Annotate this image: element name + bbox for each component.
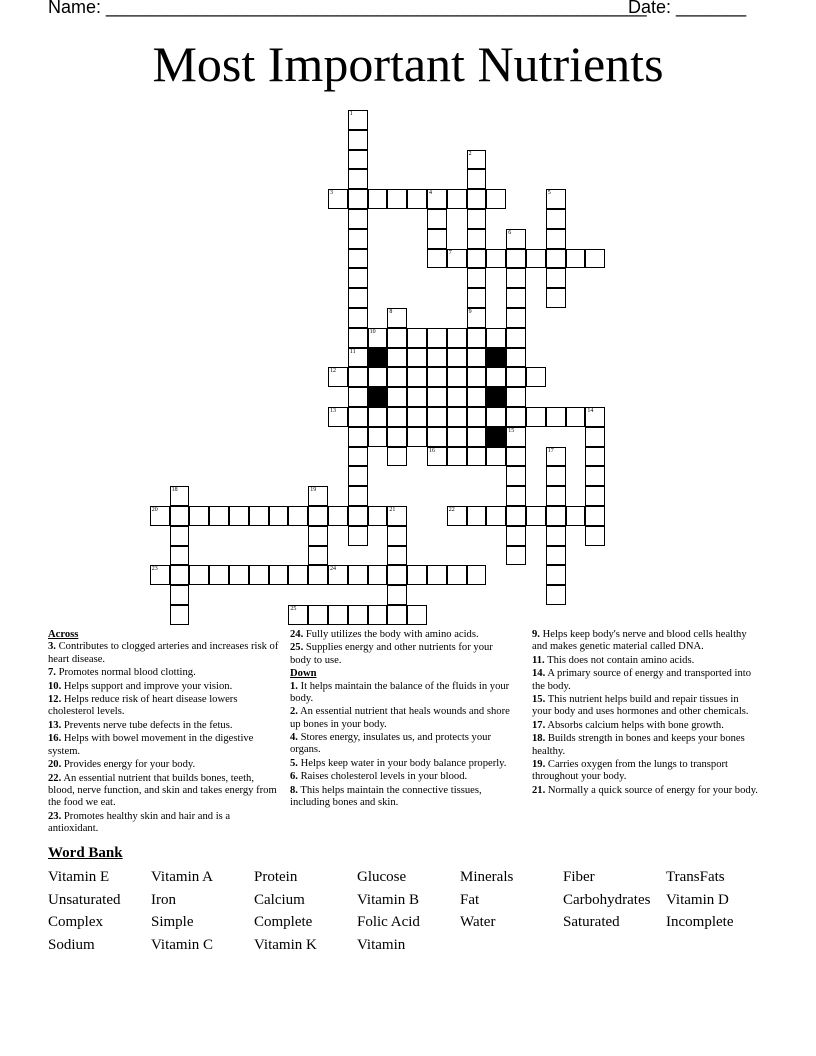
- grid-cell[interactable]: [249, 506, 269, 526]
- clue-number: 20: [151, 507, 158, 513]
- name-field[interactable]: Name: ______________________________________________________: [48, 0, 647, 17]
- grid-cell[interactable]: [170, 486, 190, 506]
- grid-cell[interactable]: [506, 486, 526, 506]
- grid-cell[interactable]: [447, 328, 467, 348]
- word-bank: [48, 866, 788, 956]
- clues-column-1: [48, 629, 282, 836]
- word-bank-item: Calcium: [254, 891, 305, 908]
- clue-down-11: 11. This does not contain amino acids.: [532, 654, 695, 666]
- word-bank-item: Simple: [151, 914, 194, 931]
- grid-cell[interactable]: [585, 486, 605, 506]
- grid-cell[interactable]: [427, 348, 447, 368]
- grid-cell[interactable]: [546, 288, 566, 308]
- grid-cell[interactable]: [387, 367, 407, 387]
- grid-cell[interactable]: [546, 407, 566, 427]
- clue-number: 22: [448, 507, 455, 513]
- clue-across-10: 10. Helps support and improve your vision.: [48, 680, 233, 692]
- grid-cell[interactable]: [506, 526, 526, 546]
- clue-across-22: 22. An essential nutrient that builds bones, teeth, blood, nerve function, and skin and takes energy from the food we eat.: [48, 772, 277, 809]
- clue-down-17: 17. Absorbs calcium helps with bone growth.: [532, 719, 724, 731]
- clue-down-14: 14. A primary source of energy and transported into the body.: [532, 668, 752, 692]
- grid-cell[interactable]: [486, 328, 506, 348]
- grid-cell[interactable]: [546, 268, 566, 288]
- grid-cell[interactable]: [566, 407, 586, 427]
- grid-cell[interactable]: [546, 209, 566, 229]
- grid-cell[interactable]: [407, 407, 427, 427]
- word-bank-item: Minerals: [460, 869, 514, 885]
- grid-cell[interactable]: [348, 565, 368, 585]
- grid-cell[interactable]: [526, 506, 546, 526]
- grid-cell[interactable]: [348, 526, 368, 546]
- clue-down-19: 19. Carries oxygen from the lungs to transport throughout your body.: [532, 759, 728, 783]
- grid-cell[interactable]: [506, 268, 526, 288]
- grid-cell[interactable]: [427, 249, 447, 269]
- clues-column-2: [290, 629, 516, 811]
- clue-down-1: 1. It helps maintain the balance of the fluids in your body.: [290, 680, 510, 704]
- clue-number: 19: [310, 487, 317, 494]
- word-bank-item: Glucose: [357, 869, 407, 885]
- grid-cell[interactable]: [170, 526, 190, 546]
- grid-cell[interactable]: [585, 447, 605, 467]
- grid-cell[interactable]: [249, 565, 269, 585]
- grid-cell[interactable]: [447, 367, 467, 387]
- clue-down-2: 2. An essential nutrient that heals wounds and shore up bones in your body.: [290, 706, 510, 730]
- grid-cell[interactable]: [467, 367, 487, 387]
- grid-cell[interactable]: [328, 605, 348, 625]
- word-bank-item: Unsaturated: [48, 891, 121, 908]
- block-cell: [486, 387, 506, 407]
- grid-cell[interactable]: [585, 407, 605, 427]
- word-bank-item: Fat: [460, 891, 480, 908]
- grid-cell[interactable]: [427, 407, 447, 427]
- grid-cell[interactable]: [546, 447, 566, 467]
- grid-cell[interactable]: [506, 348, 526, 368]
- grid-cell[interactable]: [407, 367, 427, 387]
- grid-cell[interactable]: [229, 565, 249, 585]
- grid-cell[interactable]: [526, 407, 546, 427]
- date-field[interactable]: Date: _______: [628, 0, 747, 17]
- word-bank-item: Carbohydrates: [563, 891, 651, 908]
- grid-cell[interactable]: [506, 249, 526, 269]
- grid-cell[interactable]: [427, 565, 447, 585]
- grid-cell[interactable]: [348, 486, 368, 506]
- word-bank-item: Saturated: [563, 914, 620, 931]
- grid-cell[interactable]: [506, 328, 526, 348]
- grid-cell[interactable]: [585, 427, 605, 447]
- grid-cell[interactable]: [348, 288, 368, 308]
- word-bank-item: Vitamin D: [666, 891, 729, 908]
- grid-cell[interactable]: [546, 189, 566, 209]
- grid-cell[interactable]: [170, 546, 190, 566]
- grid-cell[interactable]: [209, 506, 229, 526]
- grid-cell[interactable]: [387, 189, 407, 209]
- grid-cell[interactable]: [467, 407, 487, 427]
- clue-down-4: 4. Stores energy, insulates us, and protects your organs.: [290, 732, 491, 756]
- grid-cell[interactable]: [467, 308, 487, 328]
- grid-cell[interactable]: [189, 506, 209, 526]
- grid-cell[interactable]: [546, 526, 566, 546]
- clue-number: 6: [508, 229, 512, 236]
- grid-cell[interactable]: [328, 407, 348, 427]
- grid-cell[interactable]: [288, 565, 308, 585]
- clue-down-6: 6. Raises cholesterol levels in your blood.: [290, 771, 468, 783]
- grid-cell[interactable]: [506, 229, 526, 249]
- grid-cell[interactable]: [368, 367, 388, 387]
- grid-cell[interactable]: [447, 249, 467, 269]
- clue-across-25: 25. Supplies energy and other nutrients for your body to use.: [290, 642, 493, 666]
- clue-number: 10: [369, 328, 376, 335]
- grid-cell[interactable]: [467, 249, 487, 269]
- grid-cell[interactable]: [427, 447, 447, 467]
- clue-number: 3: [330, 190, 333, 197]
- clue-number: 14: [587, 408, 594, 414]
- word-bank-item: Fiber: [563, 869, 595, 885]
- clue-number: 24: [330, 566, 336, 573]
- grid-cell[interactable]: [506, 447, 526, 467]
- grid-cell[interactable]: [328, 367, 348, 387]
- grid-cell[interactable]: [348, 466, 368, 486]
- word-bank-item: Protein: [254, 869, 298, 885]
- block-cell: [368, 348, 388, 368]
- grid-cell[interactable]: [546, 506, 566, 526]
- word-bank-item: Incomplete: [666, 914, 734, 931]
- grid-cell[interactable]: [348, 169, 368, 189]
- word-bank-item: Complete: [254, 914, 313, 931]
- grid-cell[interactable]: [189, 565, 209, 585]
- grid-cell[interactable]: [387, 308, 407, 328]
- grid-cell[interactable]: [427, 367, 447, 387]
- grid-cell[interactable]: [269, 565, 289, 585]
- clue-number: 4: [429, 190, 432, 197]
- grid-cell[interactable]: [407, 328, 427, 348]
- grid-cell[interactable]: [467, 169, 487, 189]
- grid-cell[interactable]: [427, 427, 447, 447]
- clue-number: 5: [547, 190, 551, 197]
- grid-cell[interactable]: [269, 506, 289, 526]
- grid-cell[interactable]: [150, 565, 170, 585]
- grid-cell[interactable]: [467, 387, 487, 407]
- grid-cell[interactable]: [467, 288, 487, 308]
- grid-cell[interactable]: [506, 466, 526, 486]
- grid-cell[interactable]: [387, 526, 407, 546]
- grid-cell[interactable]: [427, 229, 447, 249]
- grid-cell[interactable]: [387, 447, 407, 467]
- word-bank-title: Word Bank: [48, 845, 123, 861]
- grid-cell[interactable]: [150, 506, 170, 526]
- grid-cell[interactable]: [348, 367, 368, 387]
- clue-across-20: 20. Provides energy for your body.: [48, 759, 196, 771]
- block-cell: [368, 387, 388, 407]
- grid-cell[interactable]: [447, 427, 467, 447]
- grid-cell[interactable]: [209, 565, 229, 585]
- grid-cell[interactable]: [348, 427, 368, 447]
- grid-cell[interactable]: [368, 506, 388, 526]
- grid-cell[interactable]: [387, 328, 407, 348]
- grid-cell[interactable]: [328, 506, 348, 526]
- grid-cell[interactable]: [506, 367, 526, 387]
- grid-cell[interactable]: [308, 506, 328, 526]
- grid-cell[interactable]: [368, 407, 388, 427]
- clue-number: 23: [151, 566, 158, 573]
- clue-number: 11: [349, 348, 356, 355]
- grid-cell[interactable]: [407, 605, 427, 625]
- grid-cell[interactable]: [348, 328, 368, 348]
- grid-cell[interactable]: [170, 506, 190, 526]
- grid-cell[interactable]: [467, 209, 487, 229]
- clue-across-7: 7. Promotes normal blood clotting.: [48, 667, 196, 679]
- grid-cell[interactable]: [467, 328, 487, 348]
- grid-cell[interactable]: [407, 189, 427, 209]
- clue-across-24: 24. Fully utilizes the body with amino acids.: [290, 629, 479, 640]
- grid-cell[interactable]: [427, 328, 447, 348]
- clue-number: 18: [171, 487, 178, 494]
- clue-number: 9: [468, 309, 472, 315]
- grid-cell[interactable]: [486, 189, 506, 209]
- grid-cell[interactable]: [348, 189, 368, 209]
- clue-across-16: 16. Helps with bowel movement in the digestive system.: [48, 733, 254, 757]
- word-bank-item: Complex: [48, 914, 103, 931]
- clue-across-12: 12. Helps reduce risk of heart disease lowers cholesterol levels.: [48, 694, 238, 718]
- grid-cell[interactable]: [170, 605, 190, 625]
- word-bank-item: Vitamin B: [357, 891, 420, 908]
- grid-cell[interactable]: [447, 189, 467, 209]
- grid-cell[interactable]: [308, 526, 328, 546]
- grid-cell[interactable]: [348, 249, 368, 269]
- grid-cell[interactable]: [585, 506, 605, 526]
- grid-cell[interactable]: [546, 565, 566, 585]
- page-title: Most Important Nutrients: [152, 36, 664, 92]
- clue-down-9: 9. Helps keep body's nerve and blood cells healthy and makes genetic material called DNA.: [532, 629, 747, 653]
- grid-cell[interactable]: [467, 447, 487, 467]
- grid-cell[interactable]: [427, 387, 447, 407]
- down-heading: Down: [290, 668, 317, 680]
- grid-cell[interactable]: [447, 565, 467, 585]
- grid-cell[interactable]: [308, 486, 328, 506]
- grid-cell[interactable]: [486, 506, 506, 526]
- grid-cell[interactable]: [387, 407, 407, 427]
- grid-cell[interactable]: [447, 387, 467, 407]
- clue-number: 2: [468, 150, 472, 157]
- grid-cell[interactable]: [467, 189, 487, 209]
- grid-cell[interactable]: [506, 427, 526, 447]
- grid-cell[interactable]: [387, 427, 407, 447]
- grid-cell[interactable]: [308, 565, 328, 585]
- grid-cell[interactable]: [348, 150, 368, 170]
- grid-cell[interactable]: [407, 565, 427, 585]
- grid-cell[interactable]: [387, 387, 407, 407]
- grid-cell[interactable]: [506, 506, 526, 526]
- grid-cell[interactable]: [447, 407, 467, 427]
- clue-number: 15: [508, 427, 515, 434]
- grid-cell[interactable]: [486, 407, 506, 427]
- grid-cell[interactable]: [308, 546, 328, 566]
- grid-cell[interactable]: [585, 249, 605, 269]
- grid-cell[interactable]: [506, 308, 526, 328]
- clue-across-13: 13. Prevents nerve tube defects in the fetus.: [48, 719, 233, 731]
- grid-cell[interactable]: [486, 367, 506, 387]
- grid-cell[interactable]: [566, 506, 586, 526]
- grid-cell[interactable]: [387, 348, 407, 368]
- word-bank-item: Vitamin K: [254, 936, 317, 953]
- word-bank-item: Sodium: [48, 936, 95, 953]
- grid-cell[interactable]: [348, 209, 368, 229]
- grid-cell[interactable]: [506, 288, 526, 308]
- word-bank-item: Vitamin C: [151, 936, 214, 953]
- grid-cell[interactable]: [348, 130, 368, 150]
- grid-cell[interactable]: [288, 605, 308, 625]
- grid-cell[interactable]: [387, 546, 407, 566]
- clue-down-5: 5. Helps keep water in your body balance properly.: [290, 757, 507, 769]
- word-bank-item: Folic Acid: [357, 914, 420, 931]
- clue-down-18: 18. Builds strength in bones and keeps your bones healthy.: [532, 733, 745, 757]
- grid-cell[interactable]: [348, 268, 368, 288]
- clue-down-8: 8. This helps maintain the connective tissues, including bones and skin.: [290, 784, 482, 809]
- grid-cell[interactable]: [467, 427, 487, 447]
- grid-cell[interactable]: [585, 526, 605, 546]
- grid-cell[interactable]: [170, 585, 190, 605]
- clue-number: 1: [349, 111, 353, 117]
- grid-cell[interactable]: [387, 585, 407, 605]
- block-cell: [486, 348, 506, 368]
- grid-cell[interactable]: [467, 506, 487, 526]
- grid-cell[interactable]: [546, 546, 566, 566]
- grid-cell[interactable]: [486, 249, 506, 269]
- grid-cell[interactable]: [467, 348, 487, 368]
- word-bank-item: Vitamin E: [48, 869, 110, 885]
- grid-cell[interactable]: [368, 565, 388, 585]
- grid-cell[interactable]: [407, 387, 427, 407]
- grid-cell[interactable]: [308, 605, 328, 625]
- across-heading: Across: [48, 629, 79, 640]
- grid-cell[interactable]: [467, 268, 487, 288]
- block-cell: [486, 427, 506, 447]
- grid-cell[interactable]: [348, 308, 368, 328]
- grid-cell[interactable]: [486, 447, 506, 467]
- clue-down-15: 15. This nutrient helps build and repair tissues in your body and uses hormones and other chemicals.: [532, 694, 749, 718]
- clue-across-23: 23. Promotes healthy skin and hair and is a antioxidant.: [48, 810, 231, 834]
- clue-number: 13: [330, 408, 336, 414]
- grid-cell[interactable]: [387, 506, 407, 526]
- grid-cell[interactable]: [506, 546, 526, 566]
- grid-cell[interactable]: [506, 387, 526, 407]
- grid-cell[interactable]: [467, 229, 487, 249]
- word-bank-item: Vitamin: [357, 936, 406, 953]
- grid-cell[interactable]: [447, 348, 467, 368]
- clue-number: 16: [429, 447, 435, 454]
- grid-cell[interactable]: [566, 249, 586, 269]
- grid-cell[interactable]: [229, 506, 249, 526]
- grid-cell[interactable]: [387, 605, 407, 625]
- grid-cell[interactable]: [546, 585, 566, 605]
- grid-cell[interactable]: [427, 189, 447, 209]
- clue-number: 17: [547, 447, 554, 454]
- grid-cell[interactable]: [170, 565, 190, 585]
- grid-cell[interactable]: [546, 486, 566, 506]
- grid-cell[interactable]: [387, 565, 407, 585]
- grid-cell[interactable]: [546, 229, 566, 249]
- clue-across-3: 3. Contributes to clogged arteries and increases risk of heart disease.: [48, 641, 279, 665]
- clues-column-3: [532, 629, 758, 798]
- grid-cell[interactable]: [328, 565, 348, 585]
- grid-cell[interactable]: [348, 447, 368, 467]
- grid-cell[interactable]: [348, 387, 368, 407]
- clue-number: 7: [448, 249, 452, 256]
- word-bank-item: Vitamin A: [151, 869, 214, 885]
- word-bank-item: TransFats: [666, 869, 725, 885]
- grid-cell[interactable]: [368, 427, 388, 447]
- word-bank-item: Water: [460, 914, 496, 931]
- grid-cell[interactable]: [348, 110, 368, 130]
- grid-cell[interactable]: [546, 249, 566, 269]
- grid-cell[interactable]: [328, 189, 348, 209]
- grid-cell[interactable]: [348, 506, 368, 526]
- grid-cell[interactable]: [526, 249, 546, 269]
- word-bank-item: Iron: [151, 891, 176, 908]
- grid-cell[interactable]: [526, 367, 546, 387]
- grid-cell[interactable]: [407, 427, 427, 447]
- grid-cell[interactable]: [407, 348, 427, 368]
- grid-cell[interactable]: [368, 189, 388, 209]
- grid-cell[interactable]: [546, 466, 566, 486]
- grid-cell[interactable]: [348, 605, 368, 625]
- grid-cell[interactable]: [447, 447, 467, 467]
- grid-cell[interactable]: [447, 506, 467, 526]
- grid-cell[interactable]: [368, 605, 388, 625]
- grid-cell[interactable]: [348, 348, 368, 368]
- grid-cell[interactable]: [467, 565, 487, 585]
- clue-number: 25: [290, 606, 297, 612]
- clue-number: 12: [330, 368, 336, 375]
- grid-cell[interactable]: [585, 466, 605, 486]
- grid-cell[interactable]: [427, 209, 447, 229]
- grid-cell[interactable]: [348, 407, 368, 427]
- grid-cell[interactable]: [467, 150, 487, 170]
- grid-cell[interactable]: [288, 506, 308, 526]
- clue-number: 8: [389, 309, 393, 315]
- clue-down-21: 21. Normally a quick source of energy for your body.: [532, 784, 758, 796]
- grid-cell[interactable]: [506, 407, 526, 427]
- grid-cell[interactable]: [348, 229, 368, 249]
- clue-number: 21: [389, 507, 396, 513]
- grid-cell[interactable]: [368, 328, 388, 348]
